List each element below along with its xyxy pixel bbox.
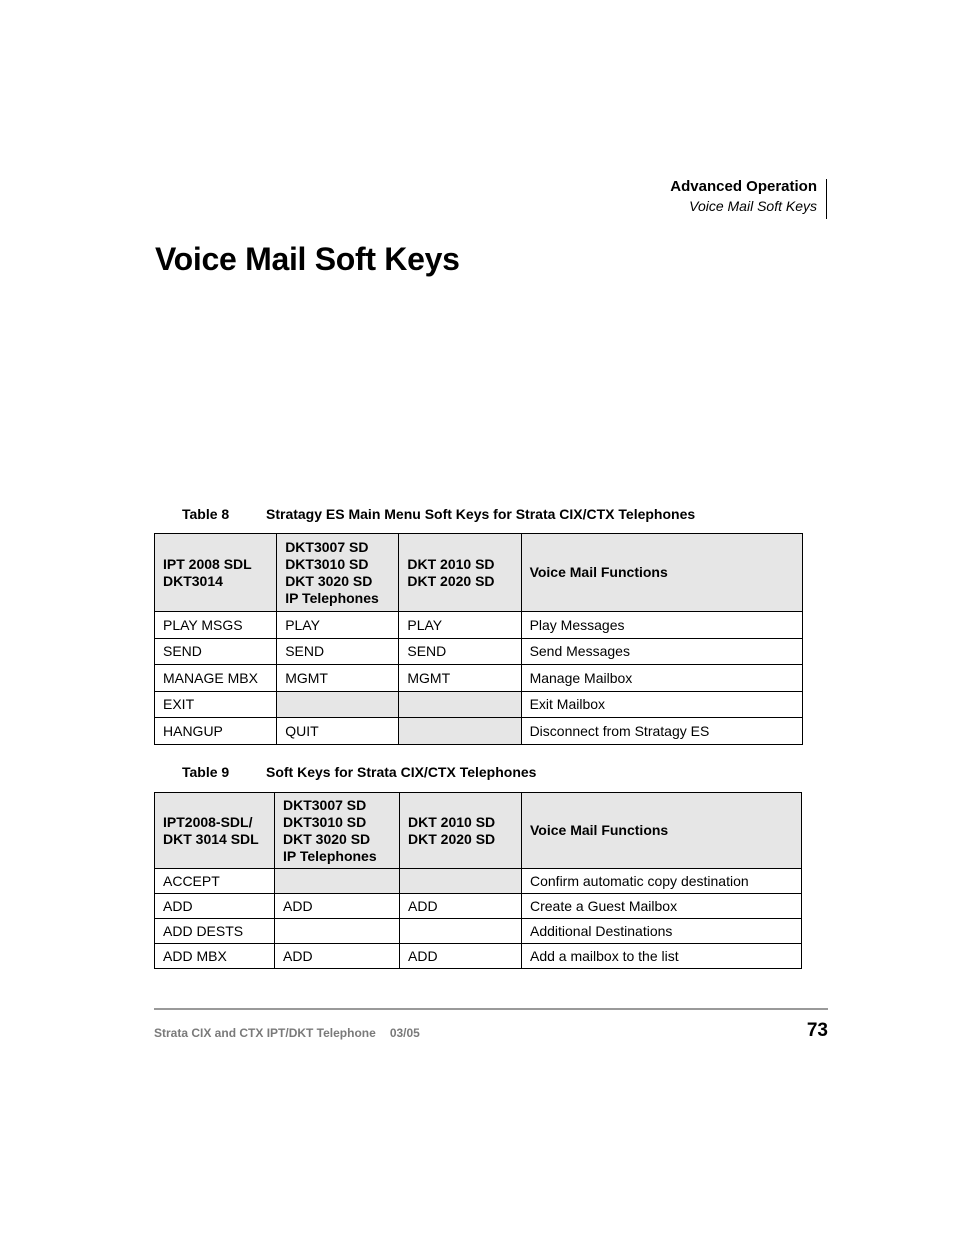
table-cell [275, 919, 400, 944]
table-cell: Add a mailbox to the list [522, 944, 802, 969]
table-cell: PLAY [399, 612, 521, 639]
table-cell-empty [275, 869, 400, 894]
header-line: DKT 2020 SD [407, 572, 495, 589]
table9-header-cell [155, 793, 275, 869]
table-cell: ADD [275, 894, 400, 919]
table-cell: ADD MBX [155, 944, 275, 969]
table-cell: Additional Destinations [522, 919, 802, 944]
table8-caption-text: Stratagy ES Main Menu Soft Keys for Strata CIX/CTX Telephones [266, 506, 696, 522]
header-line: Voice Mail Functions [530, 822, 669, 838]
table8-header-cell [521, 534, 802, 612]
table-cell: ADD [155, 894, 275, 919]
table-cell: ADD [400, 894, 522, 919]
table9-label: Table 9 [182, 764, 230, 780]
header-line: DKT 2010 SD [407, 555, 495, 572]
table-cell-empty [277, 691, 399, 718]
header-line: DKT3007 SD [285, 538, 369, 555]
running-head-subtitle: Voice Mail Soft Keys [689, 198, 817, 214]
table8-label: Table 8 [182, 506, 230, 522]
header-line: Voice Mail Functions [529, 564, 668, 580]
page-number: 73 [806, 1020, 828, 1041]
table8-header-cell [277, 534, 399, 612]
table-cell: ADD DESTS [155, 919, 275, 944]
table-cell: SEND [155, 638, 277, 665]
table-cell: MGMT [399, 665, 521, 692]
table-row [155, 612, 803, 639]
table-row [155, 638, 803, 665]
table-cell: ADD [400, 944, 522, 969]
table9-caption [182, 764, 536, 780]
table-cell: Exit Mailbox [521, 691, 802, 718]
table-cell: HANGUP [155, 718, 277, 745]
header-line: DKT 3020 SD [283, 830, 371, 847]
table8-header-cell [155, 534, 277, 612]
table-cell: SEND [277, 638, 399, 665]
table8-header-row [155, 534, 803, 612]
footer-rule [154, 1008, 828, 1010]
table9-caption-text: Soft Keys for Strata CIX/CTX Telephones [266, 764, 537, 780]
header-line: IP Telephones [285, 589, 379, 606]
header-line: DKT3010 SD [283, 813, 367, 830]
table-cell: Confirm automatic copy destination [522, 869, 802, 894]
table8-header-cell [399, 534, 521, 612]
footer-doc-info [154, 1026, 420, 1040]
table-cell: SEND [399, 638, 521, 665]
header-line: DKT 2020 SD [408, 830, 496, 847]
footer-doc-title: Strata CIX and CTX IPT/DKT Telephone [154, 1026, 376, 1040]
running-head-rule [826, 179, 827, 219]
footer-date: 03/05 [389, 1026, 420, 1040]
table-cell: EXIT [155, 691, 277, 718]
header-line: DKT3010 SD [285, 555, 369, 572]
header-line: IPT2008-SDL/ [163, 813, 253, 830]
table-cell-empty [399, 718, 521, 745]
table-cell: Send Messages [521, 638, 802, 665]
table-cell: ADD [275, 944, 400, 969]
table-cell [400, 919, 522, 944]
table-cell-empty [399, 691, 521, 718]
header-line: DKT 3014 SDL [163, 830, 259, 847]
table9 [154, 792, 802, 969]
table-cell: Play Messages [521, 612, 802, 639]
table-cell-empty [400, 869, 522, 894]
table9-header-cell [522, 793, 802, 869]
table9-header-cell [400, 793, 522, 869]
header-line: DKT 2010 SD [408, 813, 496, 830]
table-cell: Disconnect from Stratagy ES [521, 718, 802, 745]
table8-caption [182, 506, 695, 522]
table-cell: MANAGE MBX [155, 665, 277, 692]
table-cell: PLAY MSGS [155, 612, 277, 639]
table9-header-cell [275, 793, 400, 869]
table-row [155, 691, 803, 718]
table-row [155, 944, 802, 969]
table-row [155, 894, 802, 919]
table8 [154, 533, 803, 745]
table-row [155, 718, 803, 745]
table-cell: QUIT [277, 718, 399, 745]
running-head [670, 177, 817, 217]
header-line: IPT 2008 SDL [163, 555, 252, 572]
table-cell: Manage Mailbox [521, 665, 802, 692]
header-line: DKT3007 SD [283, 796, 367, 813]
table9-header-row [155, 793, 802, 869]
table-row [155, 919, 802, 944]
table-cell: PLAY [277, 612, 399, 639]
header-line: IP Telephones [283, 847, 377, 864]
page-title: Voice Mail Soft Keys [155, 241, 460, 277]
table-cell: MGMT [277, 665, 399, 692]
table-cell: ACCEPT [155, 869, 275, 894]
table-cell: Create a Guest Mailbox [522, 894, 802, 919]
header-line: DKT 3020 SD [285, 572, 373, 589]
table-row [155, 869, 802, 894]
running-head-title: Advanced Operation [670, 178, 817, 195]
header-line: DKT3014 [163, 572, 223, 589]
table-row [155, 665, 803, 692]
